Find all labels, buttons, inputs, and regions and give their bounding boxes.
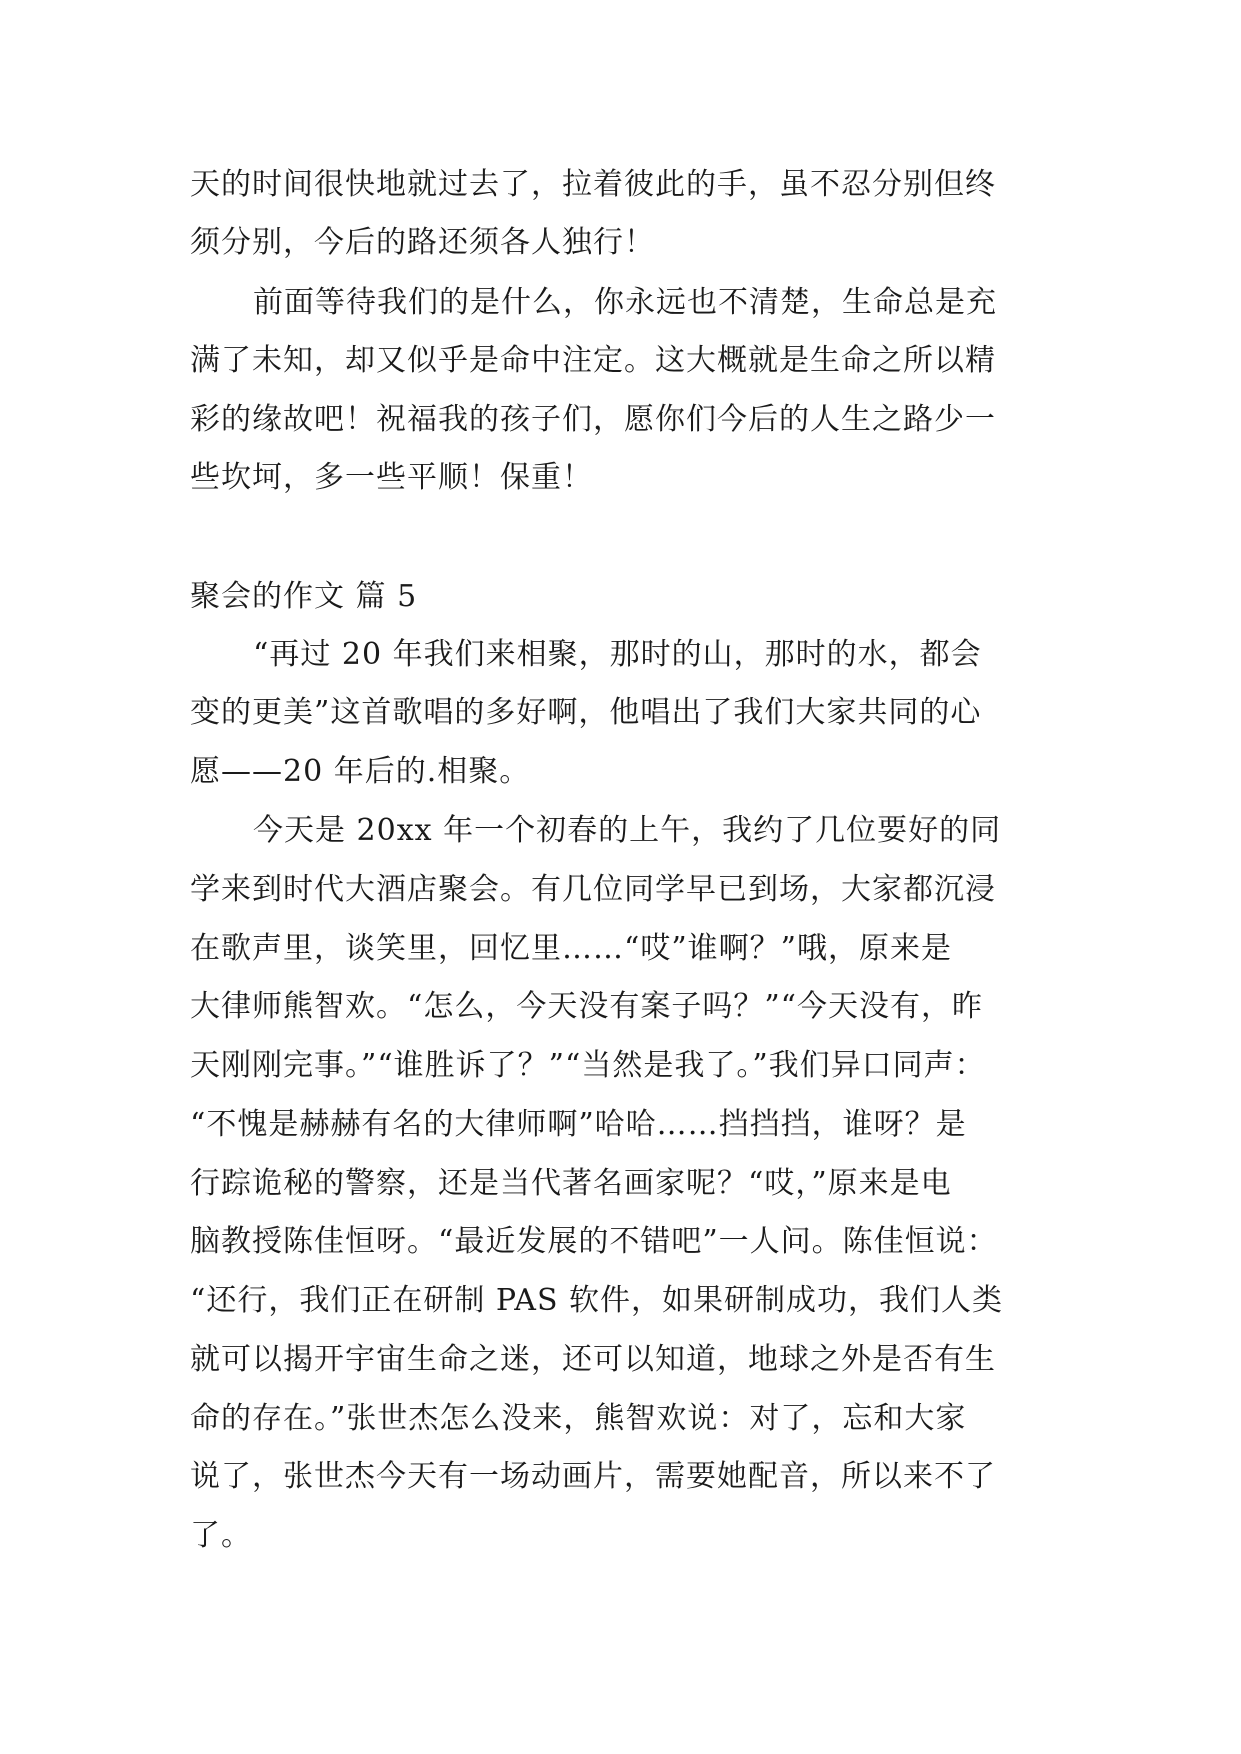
- paragraph-line: 了。: [190, 1518, 252, 1553]
- paragraph-line: 变的更美”这首歌唱的多好啊，他唱出了我们大家共同的心: [190, 695, 982, 730]
- paragraph-line: 天刚刚完事。”“谁胜诉了？”“当然是我了。”我们异口同声：: [190, 1048, 986, 1083]
- paragraph-line: “再过 20 年我们来相聚，那时的山，那时的水，都会: [253, 637, 982, 672]
- paragraph-line: 今天是 20xx 年一个初春的上午，我约了几位要好的同: [253, 813, 1002, 848]
- paragraph-line: “不愧是赫赫有名的大律师啊”哈哈……挡挡挡，谁呀？是: [190, 1107, 967, 1142]
- paragraph-line: 天的时间很快地就过去了，拉着彼此的手，虽不忍分别但终: [190, 167, 996, 202]
- paragraph-line: 学来到时代大酒店聚会。有几位同学早已到场，大家都沉浸: [190, 872, 996, 907]
- paragraph-line: 就可以揭开宇宙生命之迷，还可以知道，地球之外是否有生: [190, 1342, 996, 1377]
- paragraph-line: 些坎坷，多一些平顺！保重！: [190, 460, 593, 495]
- paragraph-line: 在歌声里，谈笑里，回忆里……“哎”谁啊？”哦，原来是: [190, 931, 953, 966]
- section-heading: 聚会的作文 篇 5: [190, 579, 418, 614]
- paragraph-line: 行踪诡秘的警察，还是当代著名画家呢？“哎，”原来是电: [190, 1166, 952, 1201]
- paragraph-line: 愿——20 年后的.相聚。: [190, 754, 531, 789]
- paragraph-line: 前面等待我们的是什么，你永远也不清楚，生命总是充: [253, 285, 997, 320]
- paragraph-line: 彩的缘故吧！祝福我的孩子们，愿你们今后的人生之路少一: [190, 402, 996, 437]
- paragraph-line: 须分别，今后的路还须各人独行！: [190, 225, 655, 260]
- paragraph-line: 大律师熊智欢。“怎么，今天没有案子吗？”“今天没有，昨: [190, 989, 984, 1024]
- paragraph-line: 命的存在。”张世杰怎么没来，熊智欢说：对了，忘和大家: [190, 1401, 967, 1436]
- paragraph-line: 说了，张世杰今天有一场动画片，需要她配音，所以来不了: [190, 1459, 996, 1494]
- paragraph-line: 脑教授陈佳恒呀。“最近发展的不错吧”一人问。陈佳恒说：: [190, 1224, 998, 1259]
- paragraph-line: 满了未知，却又似乎是命中注定。这大概就是生命之所以精: [190, 343, 996, 378]
- paragraph-line: “还行，我们正在研制 PAS 软件，如果研制成功，我们人类: [190, 1283, 1004, 1318]
